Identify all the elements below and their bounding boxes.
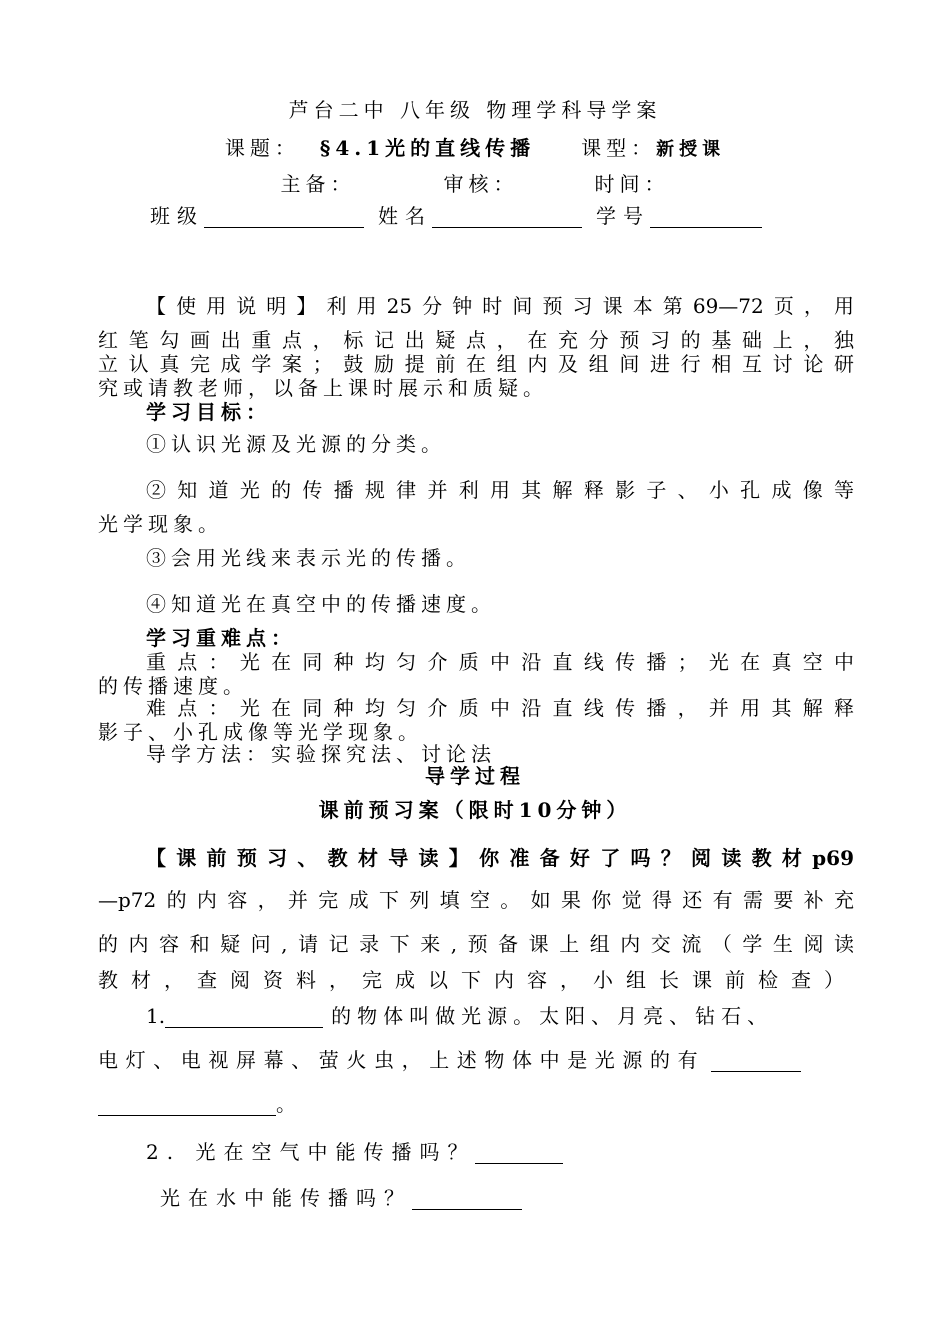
question-2-blank[interactable] <box>475 1141 563 1164</box>
student-info-line <box>150 204 762 228</box>
key-point-line-1: 重点：光在同种均匀介质中沿直线传播；光在真空中 <box>146 650 854 674</box>
preview-line-1: 【课前预习、教材导读】你准备好了吗？阅读教材p69 <box>146 846 854 870</box>
goals-title: 学习目标： <box>146 400 271 424</box>
question-3-text: 光在水中能传播吗？ <box>160 1186 412 1210</box>
preview-line-4: 教材，查阅资料，完成以下内容，小组长课前检查） <box>98 968 844 992</box>
question-1-line-1 <box>146 1004 773 1028</box>
question-1-number: 1. <box>146 1004 166 1028</box>
goal-2-line-2: 光学现象。 <box>98 512 223 536</box>
question-1-text-2: 电灯、电视屏幕、萤火虫，上述物体中是光源的有 <box>98 1048 706 1072</box>
goal-1: ①认识光源及光源的分类。 <box>146 432 446 456</box>
lesson-topic: §4.1光的直线传播 <box>319 136 536 160</box>
author-label: 主备： <box>280 172 356 196</box>
class-label: 班级 <box>150 204 204 228</box>
reviewer-label: 审核： <box>443 172 519 196</box>
goal-3: ③会用光线来表示光的传播。 <box>146 546 471 570</box>
lesson-type-label: 课型： <box>581 136 657 160</box>
process-title: 导学过程 <box>425 764 525 788</box>
intro-line-4: 究或请教老师，以备上课时展示和质疑。 <box>98 376 548 400</box>
question-3-blank[interactable] <box>412 1187 522 1210</box>
preview-line-3: 的内容和疑问,请记录下来,预备课上组内交流（学生阅读 <box>98 932 854 956</box>
lesson-line <box>0 136 950 162</box>
intro-line-2: 红笔勾画出重点，标记出疑点，在充分预习的基础上，独 <box>98 328 854 352</box>
lesson-topic-label: 课题： <box>224 136 300 160</box>
method-line: 导学方法：实验探究法、讨论法 <box>146 742 496 766</box>
preview-line-2: —p72的内容，并完成下列填空。如果你觉得还有需要补充 <box>98 888 854 912</box>
intro-line-1: 【使用说明】利用25分钟时间预习课本第69—72页，用 <box>146 294 854 318</box>
question-1-blank-2a[interactable] <box>711 1049 801 1072</box>
key-point-line-2: 的传播速度。 <box>98 674 248 698</box>
preview-subtitle: 课前预习案（限时10分钟） <box>318 798 632 822</box>
question-1-text: 的物体叫做光源。太阳、月亮、钻石、 <box>331 1004 774 1028</box>
name-label: 姓名 <box>378 204 432 228</box>
difficulty-line-2: 影子、小孔成像等光学现象。 <box>98 720 423 744</box>
date-label: 时间： <box>594 172 670 196</box>
class-blank[interactable] <box>204 205 364 228</box>
lesson-type: 新授课 <box>656 139 726 160</box>
question-2 <box>146 1140 563 1164</box>
goal-4: ④知道光在真空中的传播速度。 <box>146 592 496 616</box>
question-1-blank-1[interactable] <box>165 1005 323 1028</box>
key-points-title: 学习重难点： <box>146 626 296 650</box>
school-title: 芦台二中 八年级 物理学科导学案 <box>288 98 662 122</box>
number-label: 学号 <box>596 204 650 228</box>
question-1-line-3 <box>98 1092 301 1116</box>
question-1-blank-2b[interactable] <box>98 1093 276 1116</box>
intro-line-3: 立认真完成学案；鼓励提前在组内及组间进行相互讨论研 <box>98 352 854 376</box>
goal-2-line-1: ②知道光的传播规律并利用其解释影子、小孔成像等 <box>146 478 854 502</box>
staff-line <box>0 172 950 196</box>
question-1-end: 。 <box>276 1092 301 1116</box>
number-blank[interactable] <box>650 205 762 228</box>
difficulty-line-1: 难点：光在同种均匀介质中沿直线传播，并用其解释 <box>146 696 854 720</box>
name-blank[interactable] <box>432 205 582 228</box>
question-2-text: 2. 光在空气中能传播吗？ <box>146 1140 476 1164</box>
question-3 <box>160 1186 522 1210</box>
question-1-line-2 <box>98 1048 801 1072</box>
